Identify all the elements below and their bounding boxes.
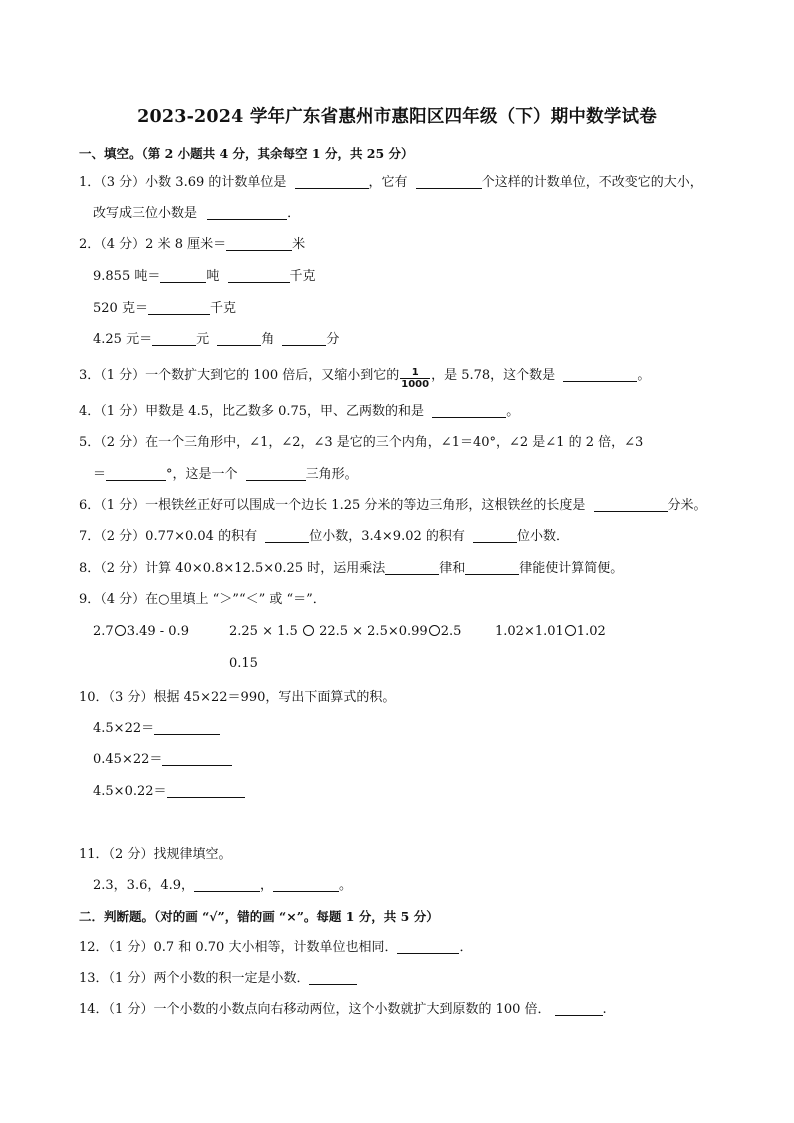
q9-e2-left: 2.25 × 1.5 <box>229 624 298 639</box>
q7-blank-2[interactable] <box>473 528 517 543</box>
q3-blank[interactable] <box>563 367 637 382</box>
q9-e2-right: 2.5 <box>440 624 462 639</box>
q2-blank-6[interactable] <box>217 331 261 346</box>
q9-compare-circle-2[interactable] <box>303 625 314 636</box>
q3-text-b: ，是 5.78，这个数是 <box>431 368 556 383</box>
q11-sequence <box>93 877 352 895</box>
question-2-line-1 <box>79 236 305 254</box>
q2-unit-fen: 分 <box>326 332 340 347</box>
q7-blank-1[interactable] <box>265 528 309 543</box>
q8-text-a: 8．（2 分）计算 40×0.8×12.5×0.25 时，运用乘法 <box>79 561 386 576</box>
q5-blank-2[interactable] <box>246 466 306 481</box>
q1-text-d: 改写成三位小数是 <box>93 206 198 221</box>
question-1-line-2 <box>93 205 300 223</box>
q5-text-d: 三角形。 <box>305 467 358 482</box>
question-2-line-4 <box>93 331 339 349</box>
q2-unit-meter: 米 <box>292 237 306 252</box>
q2-unit-kg: 千克 <box>289 269 316 284</box>
q2-blank-4[interactable] <box>148 300 210 315</box>
q1-text-b: ，它有 <box>368 175 408 190</box>
q9-e1-right: 3.49 - 0.9 <box>126 624 189 639</box>
q2-text-c: 9.855 吨＝ <box>93 269 161 284</box>
question-1-line-1 <box>79 174 703 192</box>
q11-text-b: 2.3，3.6，4.9， <box>93 878 195 893</box>
q13-blank[interactable] <box>309 970 357 985</box>
q9-expression-2-continued: 0.15 <box>229 656 258 671</box>
q3-text-c: 。 <box>637 368 651 383</box>
q2-unit-ton: 吨 <box>206 269 220 284</box>
question-13 <box>79 970 357 988</box>
question-10-prompt: 10．（3 分）根据 45×22＝990，写出下面算式的积。 <box>79 690 396 705</box>
question-2-line-3 <box>93 300 236 318</box>
q2-blank-2[interactable] <box>160 268 206 283</box>
q6-text-a: 6．（1 分）一根铁丝正好可以围成一个边长 1.25 分米的等边三角形，这根铁丝的长度是 <box>79 498 586 513</box>
q1-text-e: ． <box>287 206 301 221</box>
q6-blank[interactable] <box>594 497 668 512</box>
q2-text-f: 520 克＝ <box>93 301 148 316</box>
q10-blank-1[interactable] <box>154 720 220 735</box>
q1-blank-1[interactable] <box>295 174 369 189</box>
q3-fraction-denominator: 1000 <box>401 379 430 390</box>
question-2-line-2 <box>93 268 316 286</box>
question-12 <box>79 939 472 957</box>
q9-expression-3 <box>495 623 606 641</box>
q9-compare-circle-3[interactable] <box>429 625 440 636</box>
page-title: 2023-2024 学年广东省惠州市惠阳区四年级（下）期中数学试卷 <box>137 107 657 127</box>
q8-text-c: 律能使计算简便。 <box>519 561 624 576</box>
q11-blank-2[interactable] <box>273 877 339 892</box>
question-4 <box>79 403 519 421</box>
q7-text-a: 7．（2 分）0.77×0.04 的积有 <box>79 529 258 544</box>
q1-blank-2[interactable] <box>416 174 482 189</box>
q11-text-c: ， <box>260 878 274 893</box>
q11-blank-1[interactable] <box>194 877 260 892</box>
q14-text-a: 14．（1 分）一个小数的小数点向右移动两位，这个小数就扩大到原数的 100 倍． <box>79 1002 551 1017</box>
q3-text-a: 3．（1 分）一个数扩大到它的 100 倍后，又缩小到它的 <box>79 368 400 383</box>
section-2-heading: 二．判断题。（对的画 “√”，错的画 “×”。每题 1 分，共 5 分） <box>79 909 439 924</box>
q10-text-b: 4.5×22＝ <box>93 721 155 736</box>
q7-text-c: 位小数． <box>517 529 570 544</box>
q10-blank-3[interactable] <box>167 783 245 798</box>
q12-blank[interactable] <box>397 939 459 954</box>
question-7 <box>79 528 569 546</box>
q5-text-b: ＝ <box>93 467 107 482</box>
q9-compare-circle-4[interactable] <box>565 625 576 636</box>
q14-blank[interactable] <box>555 1001 603 1016</box>
question-11-prompt: 11．（2 分）找规律填空。 <box>79 847 232 862</box>
q9-e1-left: 2.7 <box>93 624 114 639</box>
question-5-line-2 <box>93 466 358 484</box>
q9-e3-left: 1.02×1.01 <box>495 624 564 639</box>
q2-text-a: 2．（4 分）2 米 8 厘米＝ <box>79 237 227 252</box>
q8-blank-1[interactable] <box>385 560 439 575</box>
q2-unit-kg-2: 千克 <box>209 301 236 316</box>
q8-blank-2[interactable] <box>465 560 519 575</box>
q13-text-a: 13．（1 分）两个小数的积一定是小数． <box>79 971 310 986</box>
question-5-line-1: 5．（2 分）在一个三角形中，∠1，∠2，∠3 是它的三个内角，∠1＝40°，∠2 是∠1 的 2 倍，∠3 <box>79 435 644 450</box>
q1-text-a: 1．（3 分）小数 3.69 的计数单位是 <box>79 175 287 190</box>
q2-blank-7[interactable] <box>282 331 326 346</box>
question-14 <box>79 1001 607 1019</box>
q4-text-a: 4．（1 分）甲数是 4.5，比乙数多 0.75，甲、乙两数的和是 <box>79 404 425 419</box>
q9-compare-circle-1[interactable] <box>115 625 126 636</box>
q3-fraction-numerator: 1 <box>400 367 430 379</box>
q10-text-d: 4.5×0.22＝ <box>93 784 167 799</box>
q10-blank-2[interactable] <box>162 751 232 766</box>
q5-text-c: °，这是一个 <box>166 467 238 482</box>
q11-text-d: 。 <box>339 878 353 893</box>
q2-text-h: 4.25 元＝ <box>93 332 153 347</box>
q7-text-b: 位小数，3.4×9.02 的积有 <box>309 529 465 544</box>
q3-fraction <box>400 367 430 390</box>
question-3 <box>79 367 650 390</box>
q1-text-c: 个这样的计数单位，不改变它的大小， <box>481 175 703 190</box>
q2-blank-3[interactable] <box>228 268 290 283</box>
question-8 <box>79 560 623 578</box>
q2-blank-1[interactable] <box>226 236 292 251</box>
question-9-prompt: 9．（4 分）在○里填上 “＞”“＜” 或 “＝”． <box>79 592 326 607</box>
q9-e3-right: 1.02 <box>576 624 606 639</box>
q12-text-b: ． <box>459 940 473 955</box>
q2-unit-jiao: 角 <box>261 332 275 347</box>
q5-blank-1[interactable] <box>106 466 166 481</box>
q4-blank[interactable] <box>432 403 506 418</box>
section-1-heading: 一、填空。（第 2 小题共 4 分，其余每空 1 分，共 25 分） <box>79 146 414 161</box>
q10-item-3 <box>93 783 245 801</box>
q10-item-2 <box>93 751 232 769</box>
q2-unit-yuan: 元 <box>196 332 210 347</box>
q8-text-b: 律和 <box>439 561 466 576</box>
q14-text-b: . <box>602 1002 607 1017</box>
q10-item-1 <box>93 720 220 738</box>
q2-blank-5[interactable] <box>152 331 196 346</box>
q6-text-b: 分米。 <box>667 498 707 513</box>
question-6 <box>79 497 707 515</box>
q4-text-b: 。 <box>506 404 520 419</box>
q1-blank-3[interactable] <box>207 205 287 220</box>
q12-text-a: 12．（1 分）0.7 和 0.70 大小相等，计数单位也相同． <box>79 940 398 955</box>
q10-text-c: 0.45×22＝ <box>93 752 163 767</box>
q9-expression-1 <box>93 623 189 641</box>
q9-e2-mid: 22.5 × 2.5×0.99 <box>319 624 428 639</box>
q9-expression-2 <box>229 623 461 641</box>
